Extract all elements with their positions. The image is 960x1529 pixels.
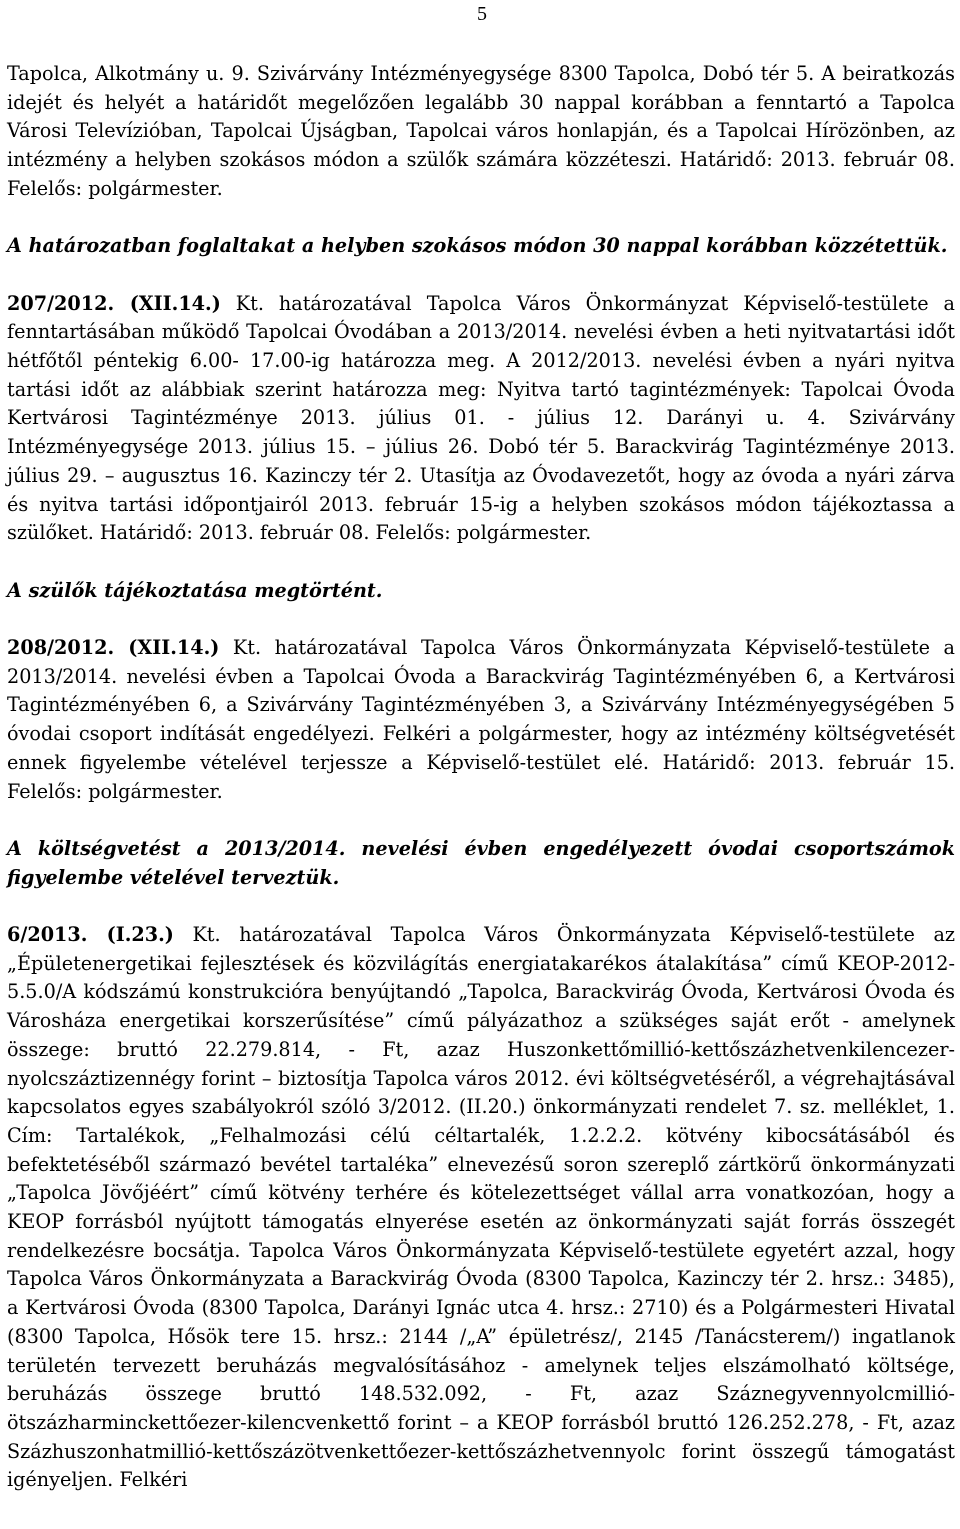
resolution-text: Kt. határozatával Tapolca Város Önkormányzata Képviselő-testülete az „Épületenergetikai fejlesztések és közvilágítás energiatakarékos átalakítása” című KEOP-2012-5.5.0/A kódszámú konstrukcióra benyújtandó „Tapolca, Barackvirág Óvoda, Kertvárosi Óvoda és Városháza energetikai korszerűsítése” című pályázathoz a szükséges saját erőt - amelynek összege: bruttó 22.279.814, - Ft, azaz Huszonkettőmillió-kettőszázhetvenkilencezer-nyolcszáztizennégy forint – biztosítja Tapolca város 2012. évi költségvetéséről, a végrehajtásával kapcsolatos egyes szabályokról szóló 3/2012. (II.20.) önkormányzati rendelet 7. sz. melléklet, 1. Cím: Tartalékok, „Felhalmozási célú céltartalék, 1.2.2.2. kötvény kibocsátásából és befektetéséből származó bevétel tartaléka” elnevezésű soron szereplő zártkörű önkormányzati „Tapolca Jövőjéért” című kötvény terhére és kötelezettséget vállal arra vonatkozóan, hogy a KEOP forrásból nyújtott támogatás elnyerése esetén az önkormányzati saját forrás összegét rendelkezésre bocsátja. Tapolca Város Önkormányzata Képviselő-testülete egyetért azzal, hogy Tapolca Város Önkormányzata a Barackvirág Óvoda (8300 Tapolca, Kazinczy tér 2. hrsz.: 3485), a Kertvárosi Óvoda (8300 Tapolca, Darányi Ignác utca 4. hrsz.: 2710) és a Polgármesteri Hivatal (8300 Tapolca, Hősök tere 15. hrsz.: 2144 /„A” épületrész/, 2145 /Tanácsterem/) ingatlanok területén tervezett beruházás megvalósításához - amelynek teljes elszámolható költsége, beruházás összege bruttó 148.532.092, - Ft, azaz Száznegyvennyolcmillió-ötszázharminckettőezer-kilencvenkettő forint – a KEOP forrásból bruttó 126.252.278, - Ft, azaz Százhuszonhatmillió-kettőszázötvenkettőezer-kettőszázhetvennyolc forint összegű támogatást igényeljen. Felkéri bbox=[7, 923, 955, 1492]
resolution-text: Kt. határozatával Tapolca Város Önkormányzata Képviselő-testülete a 2013/2014. nevelési évben a Tapolcai Óvoda a Barackvirág Tagintézményében 6, a Kertvárosi Tagintézményében 6, a Szivárvány Tagintézményében 3, a Szivárvány Intézményegységében 5 óvodai csoport indítását engedélyezi. Felkéri a polgármester, hogy az intézmény költségvetését ennek figyelembe vételével terjessze a Képviselő-testület elé. Határidő: 2013. február 15. Felelős: polgármester. bbox=[7, 636, 955, 803]
paragraph-enrollment: Tapolca, Alkotmány u. 9. Szivárvány Intézményegysége 8300 Tapolca, Dobó tér 5. A beiratkozás idejét és helyét a határidőt megelőzően legalább 30 nappal korábban a fenntartó a Tapolca Városi Televízióban, Tapolcai Újságban, Tapolcai város honlapján, és a Tapolcai Hírözönben, az intézmény a helyben szokásos módon a szülők számára közzéteszi. Határidő: 2013. február 08. Felelős: polgármester. bbox=[7, 62, 955, 200]
resolution-number: 207/2012. (XII.14.) bbox=[7, 291, 221, 315]
resolution-number: 208/2012. (XII.14.) bbox=[7, 636, 220, 659]
note-text: A szülők tájékoztatása megtörtént. bbox=[7, 578, 383, 602]
resolution-207-2012 bbox=[7, 290, 955, 548]
resolution-text: Kt. határozatával Tapolca Város Önkormányzat Képviselő-testülete a fenntartásában működő Tapolcai Óvodában a 2013/2014. nevelési évben a heti nyitvatartási időt hétfőtől péntekig 6.00- 17.00-ig határozza meg. A 2012/2013. nevelési évben a nyári nyitva tartási időt az alábbiak szerint határozza meg: Nyitva tartó tagintézmények: Tapolcai Óvoda Kertvárosi Tagintézménye 2013. július 01. - július 12. Darányi u. 4. Szivárvány Intézményegysége 2013. július 15. – július 26. Dobó tér 5. Barackvirág Tagintézménye 2013. július 29. – augusztus 16. Kazinczy tér 2. Utasítja az Óvodavezetőt, hogy az óvoda a nyári zárva és nyitva tartási időpontjairól 2013. február 15-ig a helyben szokásos módon tájékoztassa a szülőket. Határidő: 2013. február 08. Felelős: polgármester. bbox=[7, 291, 955, 545]
page-number: 5 bbox=[477, 3, 487, 25]
document-body bbox=[7, 60, 955, 1495]
resolution-208-2012 bbox=[7, 634, 955, 806]
resolution-number: 6/2013. (I.23.) bbox=[7, 923, 174, 946]
resolution-6-2013 bbox=[7, 921, 955, 1495]
note-parents-informed bbox=[7, 577, 955, 606]
note-published: A határozatban foglaltakat a helyben szokásos módon 30 nappal korábban közzétettük. bbox=[7, 234, 948, 258]
note-budget: A költségvetést a 2013/2014. nevelési évben engedélyezett óvodai csoportszámok figyelembe vételével terveztük. bbox=[7, 836, 955, 889]
